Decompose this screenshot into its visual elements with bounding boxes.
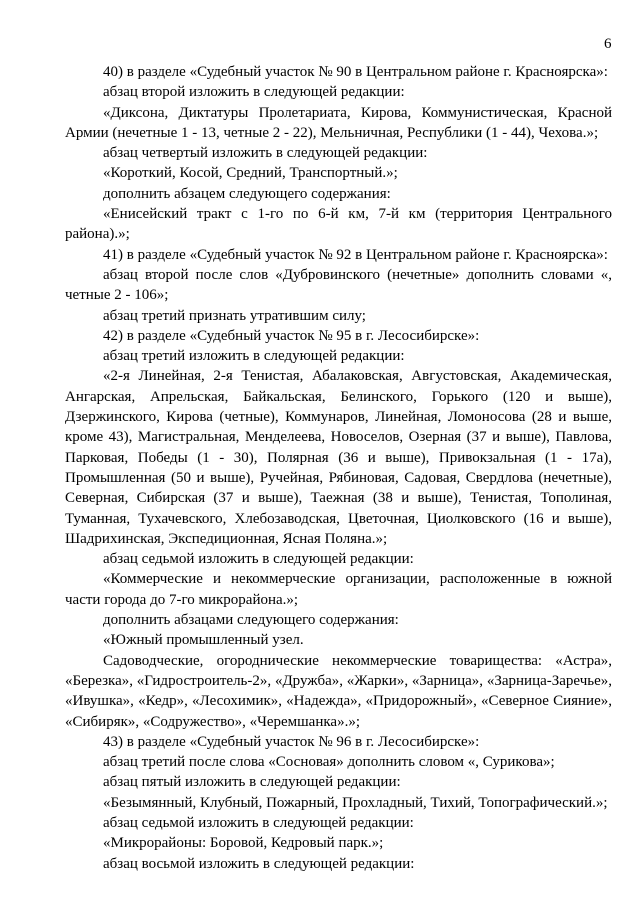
paragraph: 40) в разделе «Судебный участок № 90 в Центральном районе г. Красноярска»: [103, 64, 608, 80]
paragraph: «2-я Линейная, 2-я Тенистая, Абалаковская, Августовская, Академическая, Ангарская, Апрельская, Байкальская, Белинского, Горького (120 и выше), Дзержинского, Кирова (четные), Коммунаров, Линейная, Ломоносова (28 и выше, кроме 43), Магистральная, Менделеева, Новоселов, Озерная (37 и выше), Павлова, Парковая, Победы (1 - 30), Полярная (36 и выше), Привокзальная (1 - 17а), Промышленная (50 и выше), Ручейная, Рябиновая, Садовая, Свердлова (нечетные), Северная, Сибирская (37 и выше), Таежная (38 и выше), Тенистая, Тополиная, Туманная, Тухачевского, Хлебозаводская, Цветочная, Циолковского (16 и выше), Шадрихинская, Экспедиционная, Ясная Поляна.»; [65, 368, 612, 547]
paragraph: «Безымянный, Клубный, Пожарный, Прохладный, Тихий, Топографический.»; [103, 794, 608, 811]
paragraph: «Южный промышленный узел. [103, 632, 304, 649]
paragraph: «Микрорайоны: Боровой, Кедровый парк.»; [103, 835, 384, 852]
paragraph: абзац третий признать утратившим силу; [103, 307, 366, 324]
paragraph: 42) в разделе «Судебный участок № 95 в г. Лесосибирске»: [103, 327, 480, 344]
paragraph: абзац второй после слов «Дубровинского (нечетные» дополнить словами «, четные 2 - 106»; [65, 266, 612, 304]
paragraph: дополнить абзацем следующего содержания: [103, 185, 391, 202]
paragraph: абзац третий после слова «Сосновая» дополнить словом «, Сурикова»; [103, 754, 555, 771]
paragraph: абзац восьмой изложить в следующей редакции: [103, 855, 415, 872]
paragraph: «Енисейский тракт с 1-го по 6-й км, 7-й км (территория Центрального района).»; [65, 206, 612, 243]
paragraph: абзац четвертый изложить в следующей редакции: [103, 145, 428, 162]
paragraph: 41) в разделе «Судебный участок № 92 в Центральном районе г. Красноярска»: [103, 246, 608, 263]
paragraph: «Короткий, Косой, Средний, Транспортный.»; [103, 165, 398, 182]
paragraph: абзац второй изложить в следующей редакции: [103, 84, 405, 101]
paragraph: «Диксона, Диктатуры Пролетариата, Кирова, Коммунистическая, Красной Армии (нечетные 1 - 13, четные 2 - 22), Мельничная, Республики (1 - 44), Чехова.»; [65, 104, 612, 141]
paragraph: абзац третий изложить в следующей редакции: [103, 348, 405, 365]
paragraph: «Коммерческие и некоммерческие организации, расположенные в южной части города до 7-го микрорайона.»; [65, 571, 612, 608]
document-body [65, 62, 612, 874]
paragraph: абзац седьмой изложить в следующей редакции: [103, 551, 414, 568]
paragraph: Садоводческие, огороднические некоммерческие товарищества: «Астра», «Березка», «Гидростроитель-2», «Дружба», «Жарки», «Зарница», «Зарница-Заречье», «Ивушка», «Кедр», «Лесохимик», «Надежда», «Придорожный», «Северное Сияние», «Сибиряк», «Содружество», «Черемшанка».»; [65, 652, 612, 730]
paragraph: 43) в разделе «Судебный участок № 96 в г. Лесосибирске»: [103, 733, 480, 750]
paragraph: абзац пятый изложить в следующей редакции: [103, 774, 401, 791]
page-number: 6 [604, 36, 612, 52]
paragraph: дополнить абзацами следующего содержания: [103, 612, 399, 629]
paragraph: абзац седьмой изложить в следующей редакции: [103, 814, 414, 831]
